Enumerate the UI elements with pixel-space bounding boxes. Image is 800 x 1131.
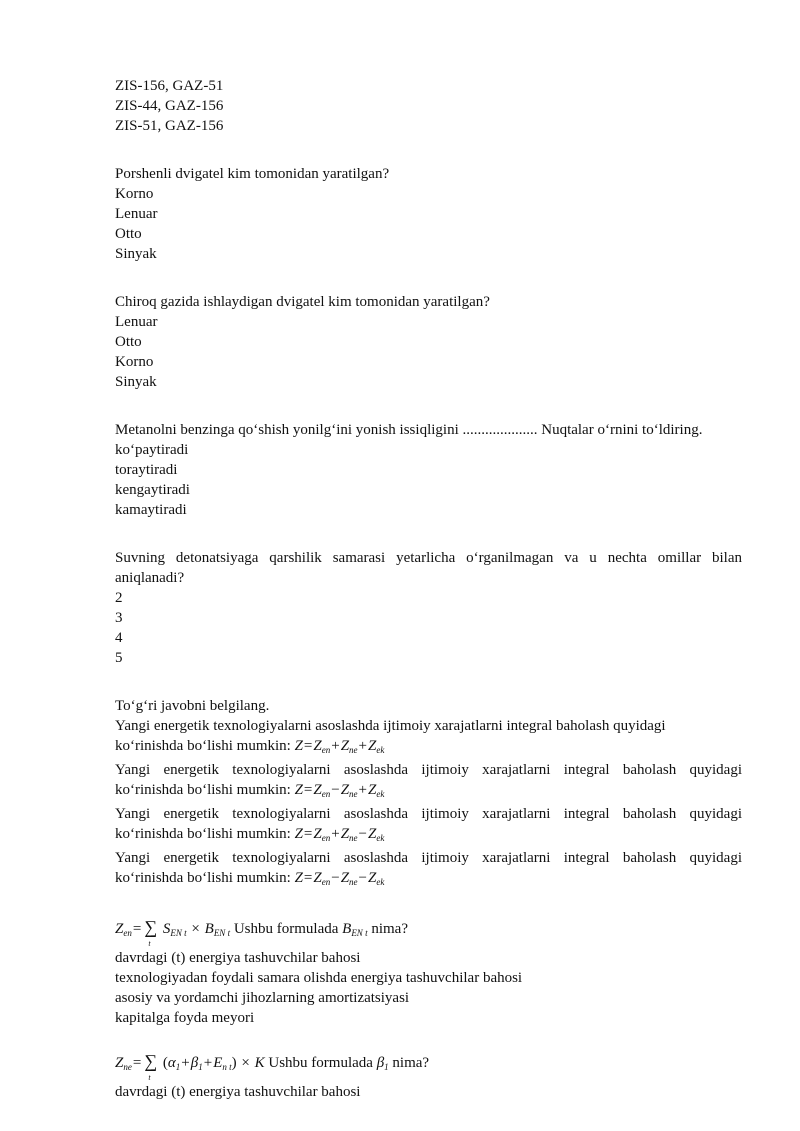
answer-option[interactable]: Otto <box>115 226 142 242</box>
question-text <box>115 914 742 948</box>
answer-option[interactable]: ko‘paytiradi <box>115 442 189 458</box>
formula-operator: − <box>331 870 340 886</box>
question-block-2 <box>115 164 742 264</box>
question-end: nima? <box>392 1055 430 1071</box>
answer-option[interactable] <box>115 716 742 760</box>
formula: $Z=Z_{en}-Z_{ne}+Z_{ek}$ <box>294 782 385 799</box>
answer-option[interactable]: 2 <box>115 590 123 606</box>
formula-operator: + <box>331 826 340 842</box>
formula: $Z=Z_{en}-Z_{ne}-Z_{ek}$ <box>294 870 385 887</box>
question-prefix: Ushbu formulada <box>268 1055 373 1071</box>
answer-option[interactable] <box>115 760 742 804</box>
question-text: Metanolni benzinga qo‘shish yonilg‘ini yonish issiqligini .................... Nuqtalar o‘rnini to‘ldiring. <box>115 422 703 438</box>
answer-option[interactable]: 4 <box>115 630 123 646</box>
question-end: nima? <box>371 921 408 937</box>
answer-option[interactable]: Sinyak <box>115 246 157 262</box>
answer-option[interactable]: asosiy va yordamchi jihozlarning amortizatsiyasi <box>115 990 410 1006</box>
question-text: Porshenli dvigatel kim tomonidan yaratilgan? <box>115 166 390 182</box>
question-block-5 <box>115 548 742 668</box>
answer-option[interactable]: Lenuar <box>115 206 158 222</box>
formula-operator: + <box>331 738 340 754</box>
question-block-3 <box>115 292 742 392</box>
question-block-6 <box>115 696 742 892</box>
question-block-8 <box>115 1048 742 1102</box>
answer-option[interactable]: kapitalga foyda meyori <box>115 1010 255 1026</box>
answer-option[interactable]: kengaytiradi <box>115 482 190 498</box>
answer-option[interactable]: davrdagi (t) energiya tashuvchilar bahosi <box>115 950 361 966</box>
option-text-line: Yangi energetik texnologiyalarni asoslashda ijtimoiy xarajatlarni integral baholash quyidagi <box>115 762 742 778</box>
answer-option[interactable]: ZIS-44, GAZ-156 <box>115 98 224 114</box>
formula-operator: + <box>358 782 368 798</box>
question-block-4 <box>115 420 742 520</box>
question-text: Chiroq gazida ishlaydigan dvigatel kim tomonidan yaratilgan? <box>115 294 490 310</box>
option-text-line: ko‘rinishda bo‘lishi mumkin: <box>115 826 291 842</box>
answer-option[interactable] <box>115 804 742 848</box>
answer-option[interactable]: Lenuar <box>115 314 158 330</box>
formula-symbol: $\beta_1$ <box>376 1055 389 1072</box>
formula-operator: + <box>358 738 368 754</box>
answer-option[interactable]: Sinyak <box>115 374 157 390</box>
formula: $Z=Z_{en}+Z_{ne}-Z_{ek}$ <box>294 826 385 843</box>
option-text-line: ko‘rinishda bo‘lishi mumkin: <box>115 782 291 798</box>
question-prefix: Ushbu formulada <box>233 921 339 937</box>
option-text-line: ko‘rinishda bo‘lishi mumkin: <box>115 870 291 886</box>
answer-option[interactable]: kamaytiradi <box>115 502 187 518</box>
answer-option[interactable]: 5 <box>115 650 123 666</box>
answer-option[interactable]: texnologiyadan foydali samara olishda energiya tashuvchilar bahosi <box>115 970 523 986</box>
formula-operator: − <box>358 826 368 842</box>
answer-option[interactable]: Otto <box>115 334 142 350</box>
answer-option[interactable]: Korno <box>115 186 154 202</box>
answer-option[interactable]: davrdagi (t) energiya tashuvchilar bahosi <box>115 1084 361 1100</box>
answer-option[interactable]: 3 <box>115 610 123 626</box>
formula: $Z=Z_{en}+Z_{ne}+Z_{ek}$ <box>294 738 385 755</box>
question-text <box>115 1048 742 1082</box>
answer-option[interactable]: Korno <box>115 354 154 370</box>
answer-option[interactable]: ZIS-51, GAZ-156 <box>115 118 224 134</box>
formula: $Z_{ne}=$ ∑ t $(\alpha_1+\beta_1+E_{n t}) \times K$ <box>115 1051 265 1082</box>
option-text-line: Yangi energetik texnologiyalarni asoslashda ijtimoiy xarajatlarni integral baholash quyidagi <box>115 718 666 734</box>
question-text: Suvning detonatsiyaga qarshilik samarasi yetarlicha o‘rganilmagan va u nechta omillar bilan aniqlanadi? <box>115 550 742 586</box>
formula-symbol: $B_{EN t}$ <box>342 921 368 938</box>
option-text-line: Yangi energetik texnologiyalarni asoslashda ijtimoiy xarajatlarni integral baholash quyidagi <box>115 806 742 822</box>
question-block-7 <box>115 914 742 1028</box>
option-text-line: ko‘rinishda bo‘lishi mumkin: <box>115 738 291 754</box>
formula: $Z_{en}=$ ∑ t $S_{EN t} \times B_{EN t}$ <box>115 917 231 948</box>
question-block-1 <box>115 76 742 136</box>
answer-option[interactable]: toraytiradi <box>115 462 178 478</box>
option-text-line: Yangi energetik texnologiyalarni asoslashda ijtimoiy xarajatlarni integral baholash quyidagi <box>115 850 742 866</box>
formula-operator: − <box>358 870 368 886</box>
document-page <box>115 76 742 1130</box>
formula-operator: − <box>331 782 340 798</box>
answer-option[interactable] <box>115 848 742 892</box>
answer-option[interactable]: ZIS-156, GAZ-51 <box>115 78 224 94</box>
question-instruction: To‘g‘ri javobni belgilang. <box>115 698 270 714</box>
